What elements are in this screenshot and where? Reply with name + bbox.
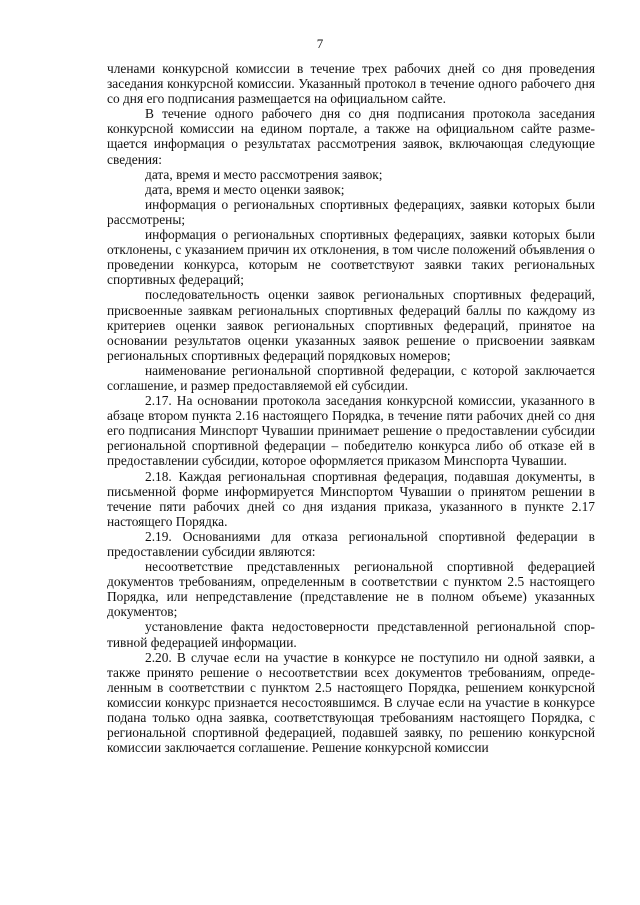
list-item-agreement-federation: наименование региональной спортивной федерации, с которой заключается соглашение, и размер предоставляемой ей субсидии. bbox=[107, 362, 595, 393]
paragraph-continuation: членами конкурсной комиссии в течение трех рабочих дней со дня проведения заседания конкурсной комиссии. Указанный протокол в течение одного рабочего дня со дня его подписания размещается на официальном сайте. bbox=[107, 61, 595, 107]
paragraph-2-17: 2.17. На основании протокола заседания конкурсной комиссии, указанного в абзаце втором пункта 2.16 настоящего Порядка, в течение пяти рабочих дней со дня его подписания Минспорт Чувашии принимает решение о предоставлении субсидии региональной спортивной федерации – победителю конкурса либо об отказе ей в предоставлении субсидии, которое оформляется приказом Минспорта Чувашии. bbox=[107, 393, 595, 469]
list-item-rejected-federations: информация о региональных спортивных федерациях, заявки которых были отклонены, с указанием причин их отклонения, в том числе положений объявления о проведении конкурса, которым не соответствуют заявки таких региональных спортивных федераций; bbox=[107, 227, 595, 288]
paragraph-2-20: 2.20. В случае если на участие в конкурсе не поступило ни одной заявки, а также принято решение о несоответствии всех документов требованиям, определенным в соответствии с пунктом 2.5 настоящего Порядка, решением конкурсной комиссии конкурс признается несостоявшимся. В случае если на участие в конкурсе подана только одна заявка, соответствующая требованиям настоящего Порядка, с региональной спортивной федерацией, подавшей заявку, по решению конкурсной комиссии заключается соглашение. Решение конкурсной комиссии bbox=[107, 649, 595, 756]
list-item-evaluation-date: дата, время и место оценки заявок; bbox=[145, 181, 345, 197]
list-item-reviewed-federations: информация о региональных спортивных федерациях, заявки которых были рассмотрены; bbox=[107, 196, 595, 227]
page-number: 7 bbox=[316, 36, 324, 51]
paragraph-2-18: 2.18. Каждая региональная спортивная федерация, подавшая документы, в письменной форме информируется Минспортом Чувашии о принятом решении в течение пяти рабочих дней со дня издания приказа, указанного в пункте 2.17 настоящего Порядка. bbox=[107, 468, 595, 529]
list-item-review-date: дата, время и место рассмотрения заявок; bbox=[145, 166, 383, 182]
paragraph-2-19: 2.19. Основаниями для отказа региональной спортивной федерации в предоставлении субсидии являются: bbox=[107, 528, 595, 559]
list-item-false-information: установление факта недостоверности представленной региональной спортивной федерацией информации. bbox=[107, 619, 595, 650]
list-item-evaluation-sequence: последовательность оценки заявок региональных спортивных федераций, присвоенные заявкам региональных спортивных федераций баллы по каждому из критериев оценки заявок региональных спортивных федераций, принятое на основании результатов оценки указанных заявок решение о присвоении заявкам региональных спортивных федераций порядковых номеров; bbox=[107, 287, 595, 363]
document-body bbox=[107, 61, 595, 755]
list-item-document-mismatch: несоответствие представленных региональной спортивной федерацией документов требованиям, определенным в соответствии с пунктом 2.5 настоящего Порядка, или непредставление (представление не в полном объеме) указанных документов; bbox=[107, 559, 595, 620]
paragraph-publication-info: В течение одного рабочего дня со дня подписания протокола заседания конкурсной комиссии на едином портале, а также на официальном сайте размещается информация о результатах рассмотрения заявок, включающая следующие сведения: bbox=[107, 106, 595, 167]
